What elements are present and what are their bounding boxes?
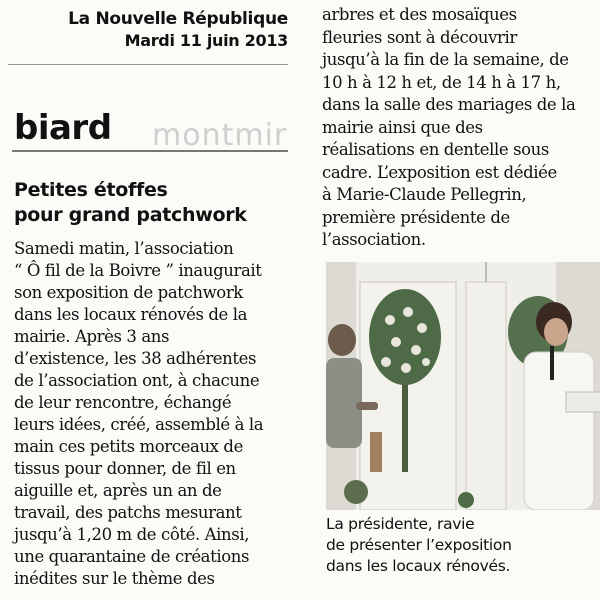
text-line: mairie. Après 3 ans xyxy=(14,327,170,346)
text-line: jusqu’à 1,20 m de côté. Ainsi, xyxy=(14,525,250,544)
text-line: leurs idées, créé, assemblé à la xyxy=(14,415,264,434)
text-line: première présidente de xyxy=(322,207,510,227)
caption-line: de présenter l’exposition xyxy=(326,536,512,554)
publication-date: Mardi 11 juin 2013 xyxy=(124,31,288,50)
headline-line: Petites étoffes xyxy=(14,179,168,201)
text-line: d’existence, les 38 adhérentes xyxy=(14,349,257,368)
text-line: de leur rencontre, échangé xyxy=(14,393,232,412)
text-line: une quarantaine de créations xyxy=(14,547,250,566)
text-line: jusqu’à la fin de la semaine, de xyxy=(322,50,569,69)
article-photo xyxy=(326,262,600,510)
text-line: travail, des patchs mesurant xyxy=(14,503,242,522)
text-line: l’association. xyxy=(322,230,426,249)
text-line: Samedi matin, l’association xyxy=(14,239,234,258)
text-line: cadre. L’exposition est dédiée xyxy=(322,162,557,182)
article-body-left-column xyxy=(14,238,300,590)
text-line: son exposition de patchwork xyxy=(14,283,243,302)
text-line: arbres et des mosaïques xyxy=(322,5,517,24)
text-line: dans les locaux rénovés de la xyxy=(14,305,248,324)
text-line: inédites sur le thème des xyxy=(14,569,215,588)
headline-line: pour grand patchwork xyxy=(14,204,247,226)
caption-line: La présidente, ravie xyxy=(326,515,475,533)
text-line: fleuries sont à découvrir xyxy=(322,27,517,47)
text-line: tissus pour donner, de fil en xyxy=(14,459,236,478)
article-body-right-column xyxy=(322,4,600,252)
text-line: main ces petits morceaux de xyxy=(14,437,243,456)
newspaper-name: La Nouvelle République xyxy=(68,9,288,29)
photo-illustration xyxy=(326,262,600,510)
section-town-name: biard xyxy=(14,108,112,148)
masthead xyxy=(0,8,288,52)
caption-line: dans les locaux rénovés. xyxy=(326,557,511,575)
article-headline xyxy=(14,178,294,228)
text-line: mairie ainsi que des xyxy=(322,117,483,137)
text-line: 10 h à 12 h et, de 14 h à 17 h, xyxy=(322,72,561,92)
text-line: dans la salle des mariages de la xyxy=(322,95,576,114)
text-line: réalisations en dentelle sous xyxy=(322,140,549,159)
photo-caption xyxy=(326,514,600,577)
faded-background-text: montmir xyxy=(152,118,288,152)
text-line: de l’association ont, à chacune xyxy=(14,371,260,390)
text-line: à Marie-Claude Pellegrin, xyxy=(322,185,527,204)
section-rule xyxy=(12,150,288,152)
text-line: “ Ô fil de la Boivre ” inaugurait xyxy=(14,261,262,280)
masthead-rule xyxy=(8,64,288,65)
text-line: aiguille et, après un an de xyxy=(14,481,222,500)
section-header xyxy=(12,108,288,152)
